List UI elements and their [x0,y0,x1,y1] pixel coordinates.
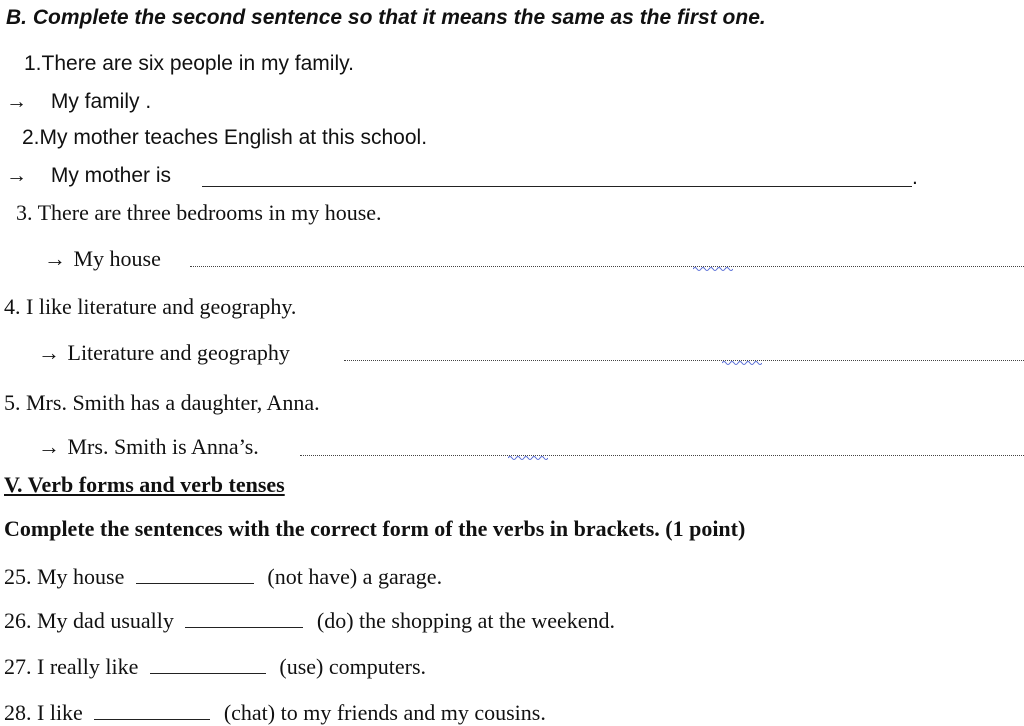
item-2-answer-row [6,164,171,188]
item-1-answer-row [6,90,151,114]
item-26-before: 26. My dad usually [4,608,174,633]
item-27-blank[interactable] [150,672,266,674]
item-25-after: (not have) a garage. [267,564,443,589]
item-28-blank[interactable] [94,718,210,720]
item-5-answer-blank[interactable] [300,455,1024,456]
item-4-answer-start: Literature and geography [67,340,290,365]
item-28-after: (chat) to my friends and my cousins. [223,700,546,725]
item-27-after: (use) computers. [279,654,427,679]
item-5-answer-row [38,434,259,460]
item-5-answer-start: Mrs. Smith is Anna’s. [67,434,259,459]
item-3-answer-start: My house [73,246,161,271]
item-2-end-mark: . [912,166,918,189]
item-4-prompt: 4. I like literature and geography. [4,294,297,319]
spellcheck-squiggle-icon [508,455,548,461]
spellcheck-squiggle-icon [693,266,733,272]
item-5-prompt: 5. Mrs. Smith has a daughter, Anna. [4,390,320,415]
section-v-title: V. Verb forms and verb tenses [4,472,285,497]
spellcheck-squiggle-icon [722,360,762,366]
item-1-prompt: 1.There are six people in my family. [24,52,354,75]
item-28 [4,700,546,726]
item-27 [4,654,426,680]
item-3-answer-blank[interactable] [190,266,1024,267]
item-2-answer-blank[interactable] [202,186,912,187]
item-1-answer-start: My family . [50,90,152,113]
section-v-instruction: Complete the sentences with the correct form of the verbs in brackets. (1 point) [4,516,746,541]
arrow-icon: → [44,246,66,271]
item-25-before: 25. My house [4,564,125,589]
arrow-icon: → [38,340,60,365]
item-4-answer-row [38,340,290,366]
item-4-answer-blank[interactable] [344,360,1024,361]
item-26-after: (do) the shopping at the weekend. [316,608,616,633]
item-25-blank[interactable] [136,582,254,584]
item-26-blank[interactable] [185,626,303,628]
item-28-before: 28. I like [4,700,83,725]
item-2-prompt: 2.My mother teaches English at this school. [22,126,428,149]
item-2-answer-start: My mother is [50,164,172,187]
arrow-icon: → [6,164,27,187]
item-25 [4,564,442,590]
arrow-icon: → [6,90,27,113]
item-3-prompt: 3. There are three bedrooms in my house. [16,200,382,225]
section-b-title: B. Complete the second sentence so that it means the same as the first one. [6,6,766,29]
arrow-icon: → [38,434,60,459]
item-3-answer-row [44,246,161,272]
item-26 [4,608,615,634]
item-27-before: 27. I really like [4,654,139,679]
